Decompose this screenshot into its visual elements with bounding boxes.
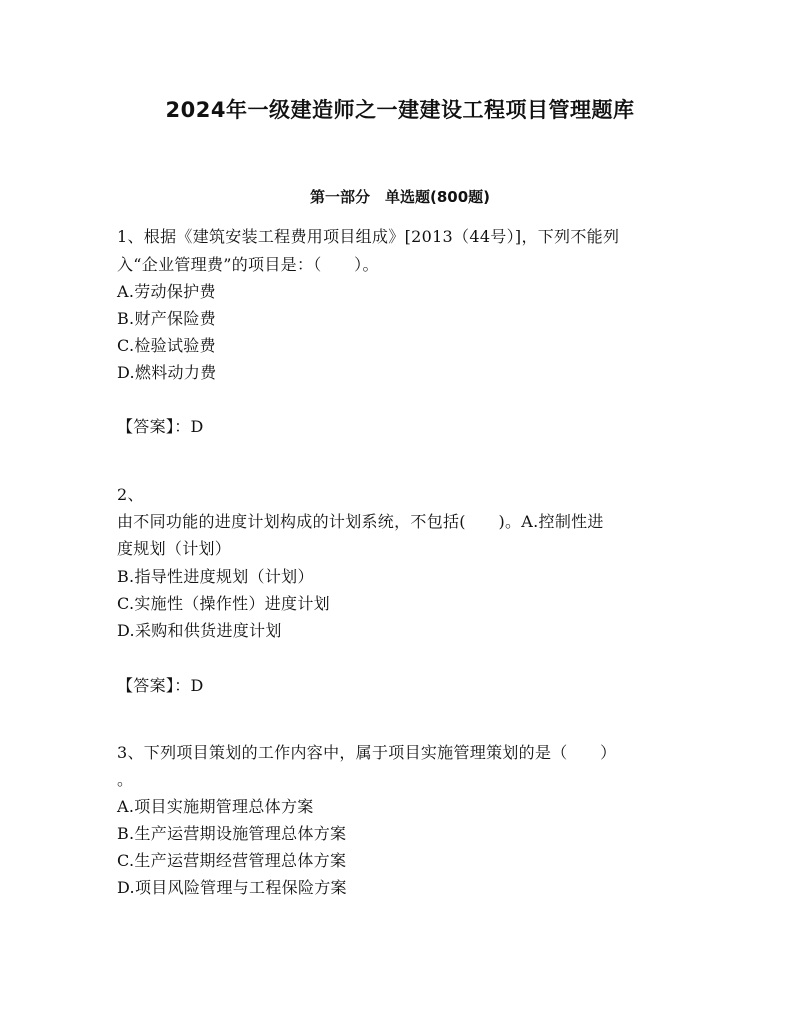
question-2-option-d: D.采购和供货进度计划	[117, 621, 282, 640]
question-1-option-b: B.财产保险费	[117, 309, 216, 328]
question-2-answer: 【答案】：D	[117, 676, 204, 695]
question-2-option-c: C.实施性（操作性）进度计划	[117, 594, 330, 613]
question-1-stem-line-1: 1、根据《建筑安装工程费用项目组成》[2013（44号）]，下列不能列	[117, 227, 620, 246]
question-2-stem-line-1: 2、	[117, 485, 144, 504]
question-3-stem-line-2: 。	[117, 770, 134, 789]
question-3-option-b: B.生产运营期设施管理总体方案	[117, 824, 347, 843]
question-1-option-d: D.燃料动力费	[117, 363, 217, 382]
question-1-option-a: A.劳动保护费	[117, 282, 216, 301]
question-1-option-c: C.检验试验费	[117, 336, 216, 355]
document-title: 2024年一级建造师之一建建设工程项目管理题库	[165, 98, 635, 122]
question-1-answer: 【答案】：D	[117, 417, 204, 436]
question-2-option-b: B.指导性进度规划（计划）	[117, 567, 314, 586]
question-3-option-c: C.生产运营期经营管理总体方案	[117, 851, 347, 870]
question-3-option-a: A.项目实施期管理总体方案	[117, 797, 314, 816]
question-2-stem-line-3: 度规划（计划）	[117, 539, 232, 558]
question-2-stem-line-2: 由不同功能的进度计划构成的计划系统，不包括( )。A.控制性进	[117, 512, 604, 531]
question-1-stem-line-2: 入“企业管理费”的项目是：（ ）。	[117, 255, 379, 274]
section-heading: 第一部分 单选题(800题)	[309, 188, 491, 206]
question-3-stem-line-1: 3、下列项目策划的工作内容中，属于项目实施管理策划的是（ ）	[117, 743, 617, 762]
question-3-option-d: D.项目风险管理与工程保险方案	[117, 878, 347, 897]
